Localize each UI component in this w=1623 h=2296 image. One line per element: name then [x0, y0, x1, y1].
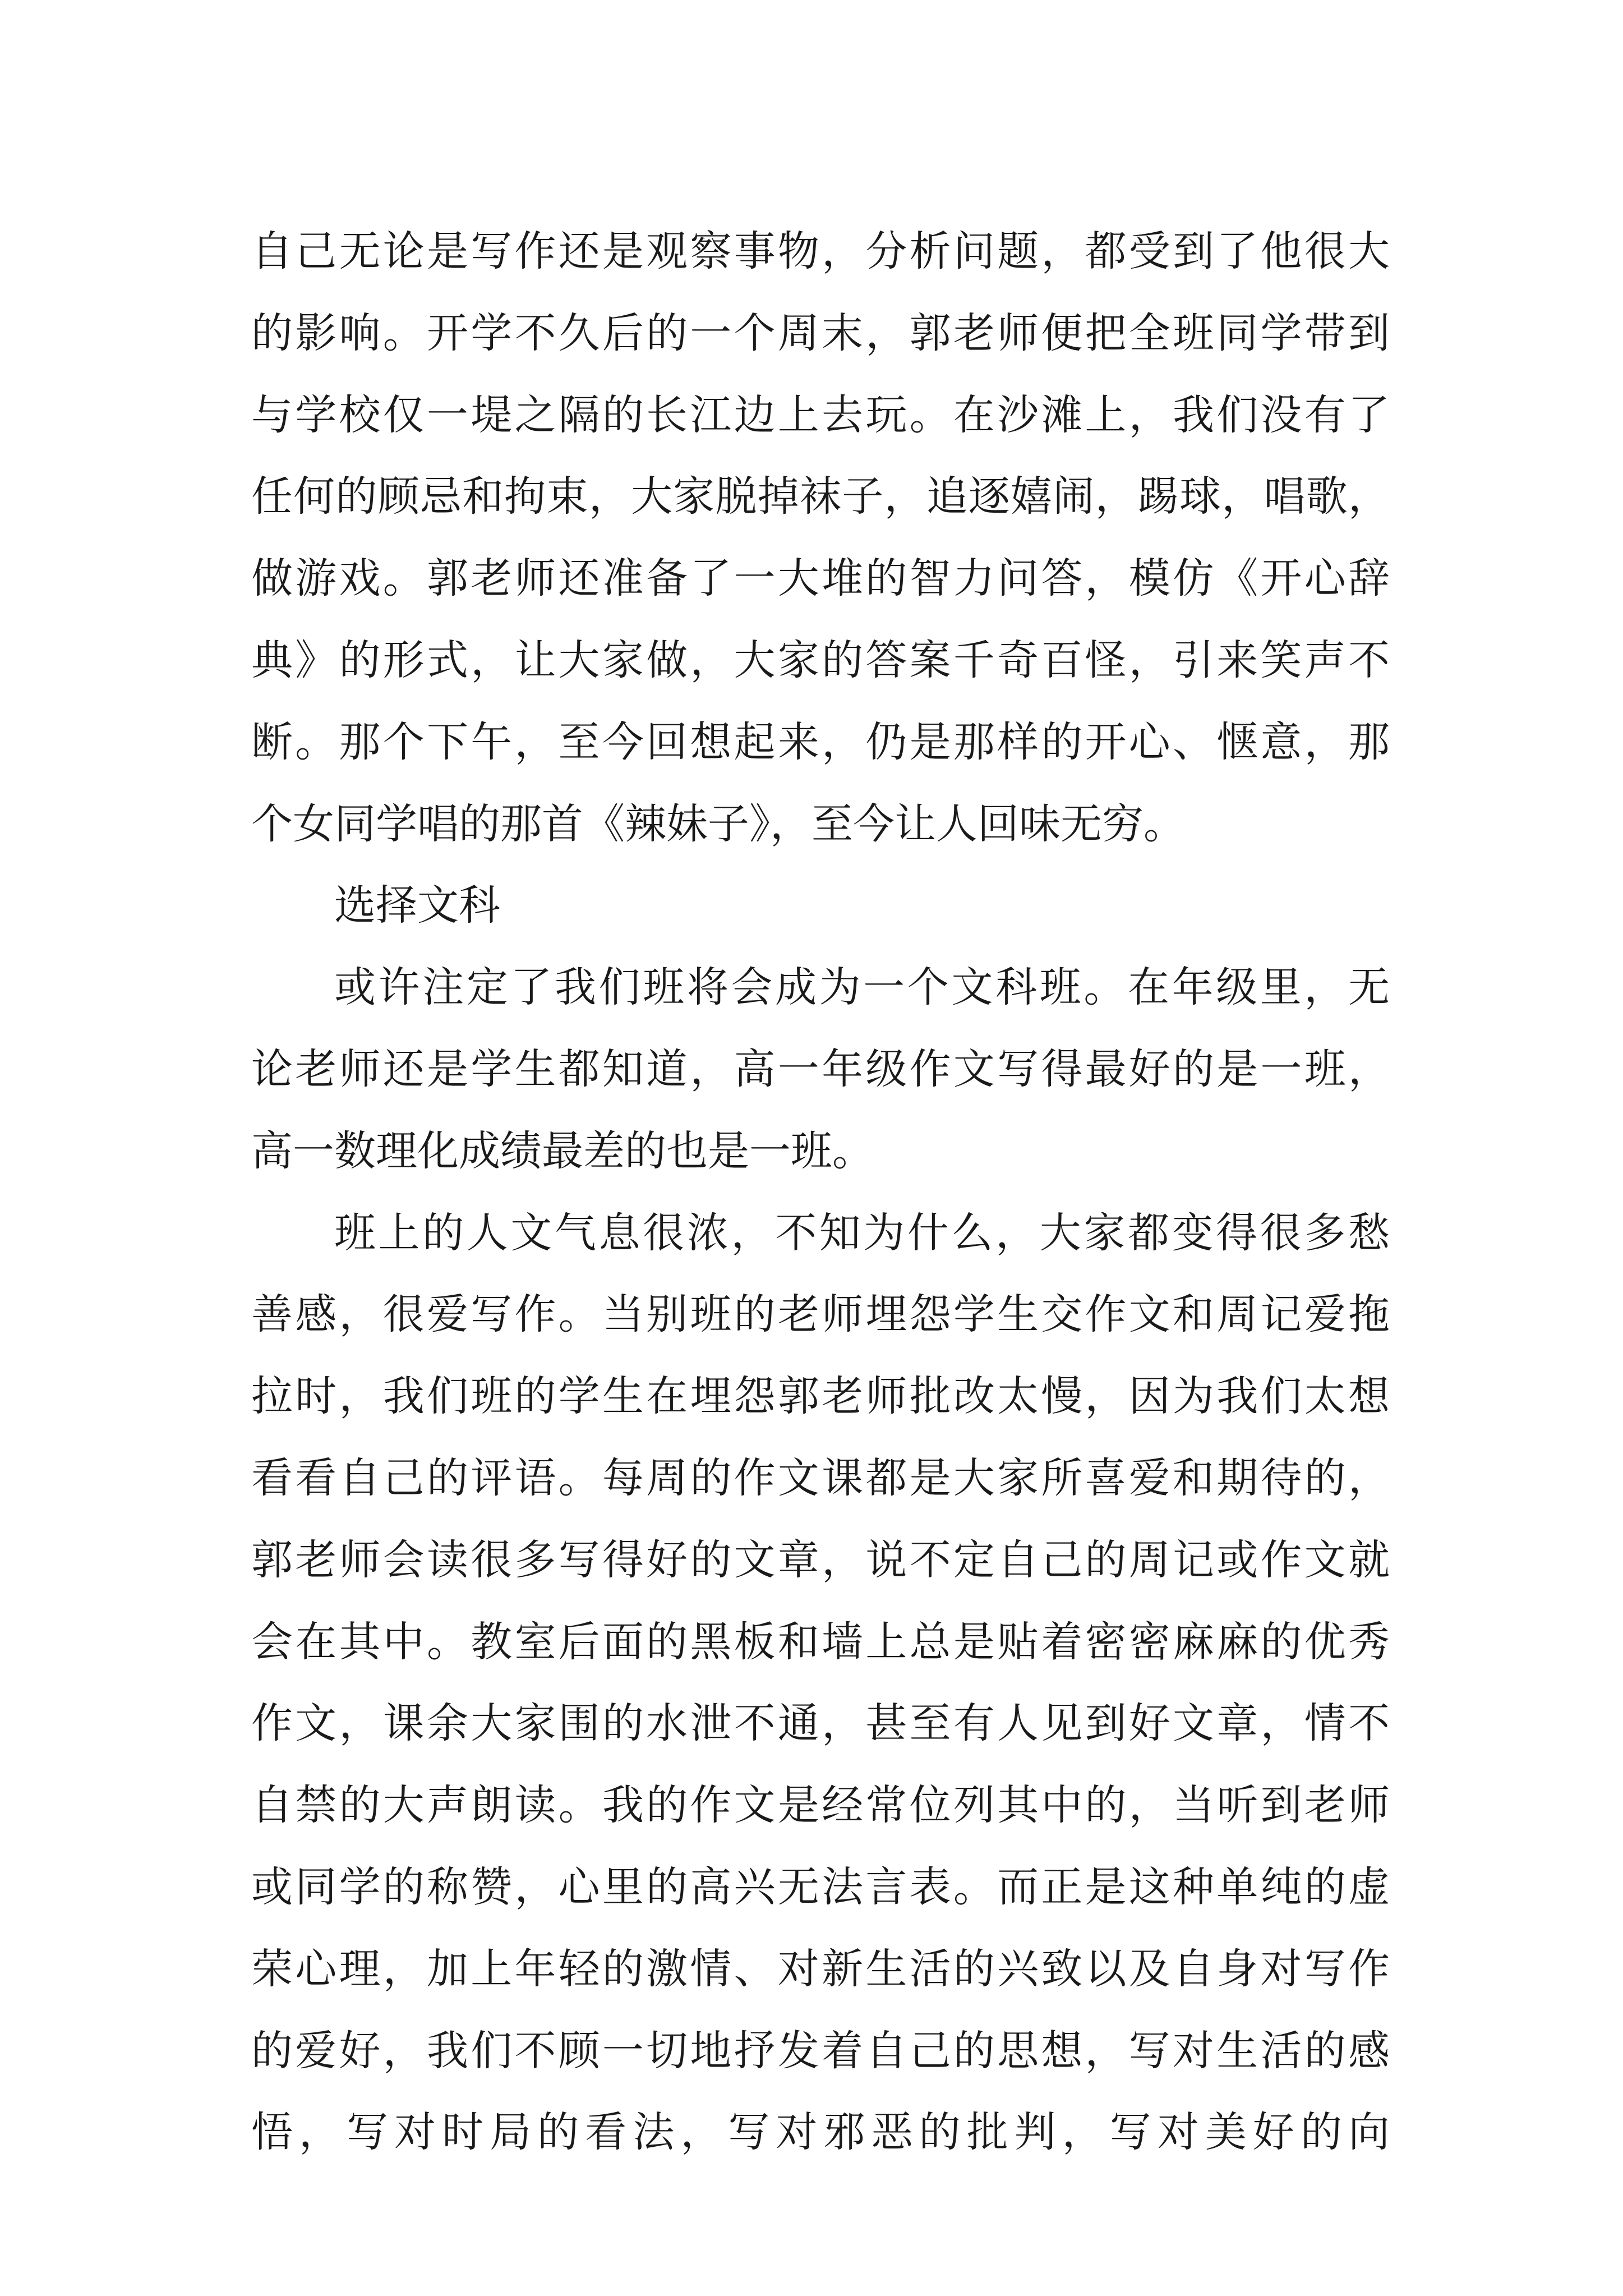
section-heading: 选择文科: [334, 881, 500, 930]
text-line: 荣心理，加上年轻的激情、对新生活的兴致以及自身对写作: [251, 1944, 1390, 1993]
text-line: 高一数理化成绩最差的也是一班。: [251, 1126, 874, 1175]
text-line: 悟，写对时局的看法，写对邪恶的批判，写对美好的向: [251, 2108, 1390, 2157]
text-line: 会在其中。教室后面的黑板和墙上总是贴着密密麻麻的优秀: [251, 1617, 1390, 1666]
text-line: 作文，课余大家围的水泄不通，甚至有人见到好文章，情不: [251, 1699, 1390, 1748]
text-line: 典》的形式，让大家做，大家的答案千奇百怪，引来笑声不: [251, 636, 1390, 684]
text-line: 与学校仅一堤之隔的长江边上去玩。在沙滩上，我们没有了: [251, 390, 1390, 439]
text-line: 或同学的称赞，心里的高兴无法言表。而正是这种单纯的虚: [251, 1862, 1390, 1911]
text-line: 论老师还是学生都知道，高一年级作文写得最好的是一班，: [251, 1045, 1390, 1093]
text-line: 自己无论是写作还是观察事物，分析问题，都受到了他很大: [251, 227, 1390, 275]
text-line: 拉时，我们班的学生在埋怨郭老师批改太慢，因为我们太想: [251, 1372, 1390, 1421]
text-line: 的影响。开学不久后的一个周末，郭老师便把全班同学带到: [251, 309, 1390, 357]
text-line: 做游戏。郭老师还准备了一大堆的智力问答，模仿《开心辞: [251, 554, 1390, 603]
text-line: 断。那个下午，至今回想起来，仍是那样的开心、惬意，那: [251, 717, 1390, 766]
text-line: 看看自己的评语。每周的作文课都是大家所喜爱和期待的，: [251, 1453, 1390, 1502]
text-line: 任何的顾忌和拘束，大家脱掉袜子，追逐嬉闹，踢球，唱歌，: [251, 472, 1390, 521]
text-line: 的爱好，我们不顾一切地抒发着自己的思想，写对生活的感: [251, 2026, 1390, 2075]
text-line: 郭老师会读很多写得好的文章，说不定自己的周记或作文就: [251, 1535, 1390, 1584]
text-line: 自禁的大声朗读。我的作文是经常位列其中的，当听到老师: [251, 1781, 1390, 1830]
text-line: 个女同学唱的那首《辣妹子》，至今让人回味无穷。: [251, 799, 1185, 848]
body-text: [251, 211, 1390, 2174]
text-line: 善感，很爱写作。当别班的老师埋怨学生交作文和周记爱拖: [251, 1290, 1390, 1339]
paragraph-start-line: 或许注定了我们班将会成为一个文科班。在年级里，无: [334, 963, 1390, 1012]
paragraph-start-line: 班上的人文气息很浓，不知为什么，大家都变得很多愁: [334, 1208, 1390, 1257]
